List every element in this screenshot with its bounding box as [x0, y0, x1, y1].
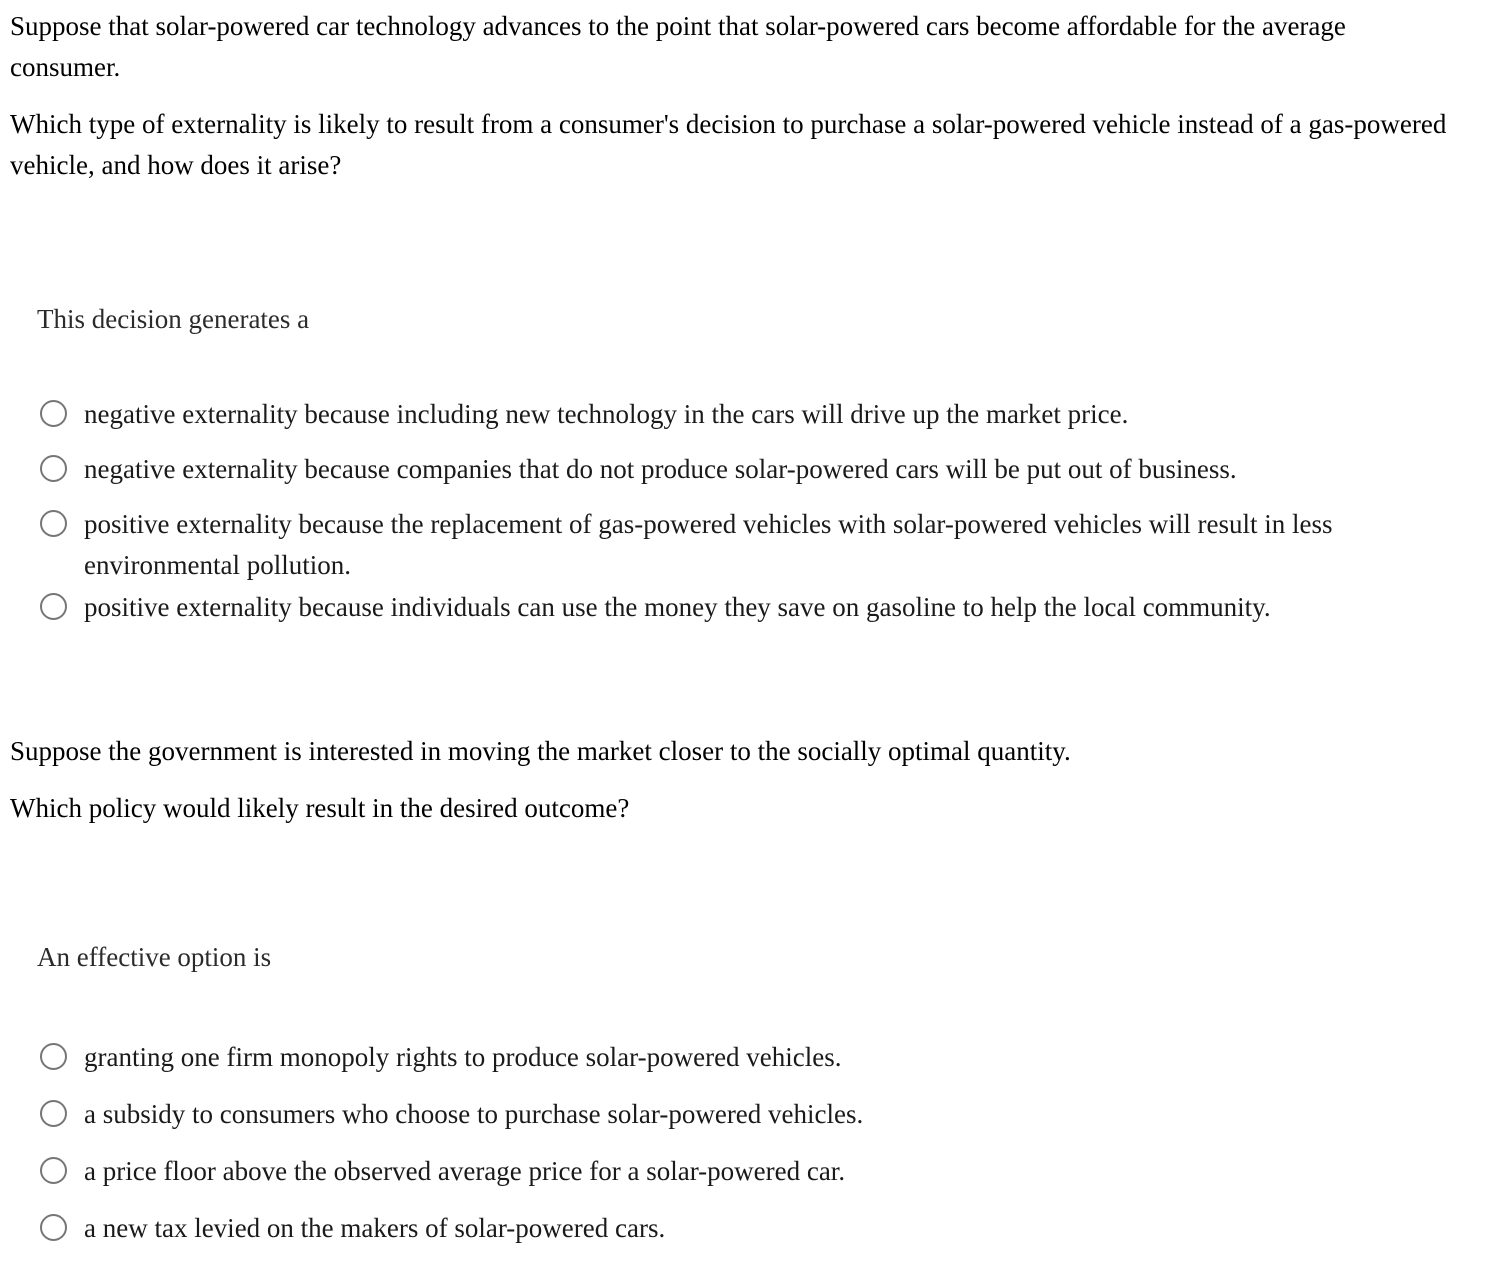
question1-option-3[interactable] [40, 504, 1460, 586]
option-label: granting one firm monopoly rights to produce solar-powered vehicles. [84, 1042, 842, 1072]
question2-options [40, 1037, 1460, 1249]
option-label: a subsidy to consumers who choose to purchase solar-powered vehicles. [84, 1099, 864, 1129]
option-label: positive externality because the replacement of gas-powered vehicles with solar-powered vehicles will result in less environmental pollution. [84, 509, 1333, 580]
radio-button-icon[interactable] [40, 1157, 67, 1184]
radio-button-icon[interactable] [40, 593, 67, 620]
question1-options [40, 394, 1460, 628]
option-label: negative externality because including new technology in the cars will drive up the market price. [84, 399, 1129, 429]
question2-prompt: Which policy would likely result in the desired outcome? [10, 793, 630, 823]
question1-option-2[interactable] [40, 449, 1460, 490]
question1-option-1[interactable] [40, 394, 1460, 435]
question2-lead: An effective option is [37, 942, 272, 972]
question2-option-3[interactable] [40, 1151, 1460, 1192]
option-label: negative externality because companies that do not produce solar-powered cars will be put out of business. [84, 454, 1237, 484]
question2-option-1[interactable] [40, 1037, 1460, 1078]
radio-button-icon[interactable] [40, 1100, 67, 1127]
option-label: a price floor above the observed average price for a solar-powered car. [84, 1156, 846, 1186]
question1-prompt: Which type of externality is likely to result from a consumer's decision to purchase a solar-powered vehicle instead of a gas-powered vehicle, and how does it arise? [10, 109, 1447, 180]
question2-option-4[interactable] [40, 1208, 1460, 1249]
option-label: a new tax levied on the makers of solar-powered cars. [84, 1213, 666, 1243]
radio-button-icon[interactable] [40, 400, 67, 427]
question2-option-2[interactable] [40, 1094, 1460, 1135]
question1-option-4[interactable] [40, 587, 1460, 628]
radio-button-icon[interactable] [40, 1043, 67, 1070]
option-label: positive externality because individuals can use the money they save on gasoline to help the local community. [84, 592, 1271, 622]
question2-intro: Suppose the government is interested in moving the market closer to the socially optimal quantity. [10, 736, 1071, 766]
radio-button-icon[interactable] [40, 510, 67, 537]
radio-button-icon[interactable] [40, 1214, 67, 1241]
question1-intro: Suppose that solar-powered car technology advances to the point that solar-powered cars become affordable for the average consumer. [10, 11, 1346, 82]
radio-button-icon[interactable] [40, 455, 67, 482]
question1-lead: This decision generates a [37, 304, 310, 334]
